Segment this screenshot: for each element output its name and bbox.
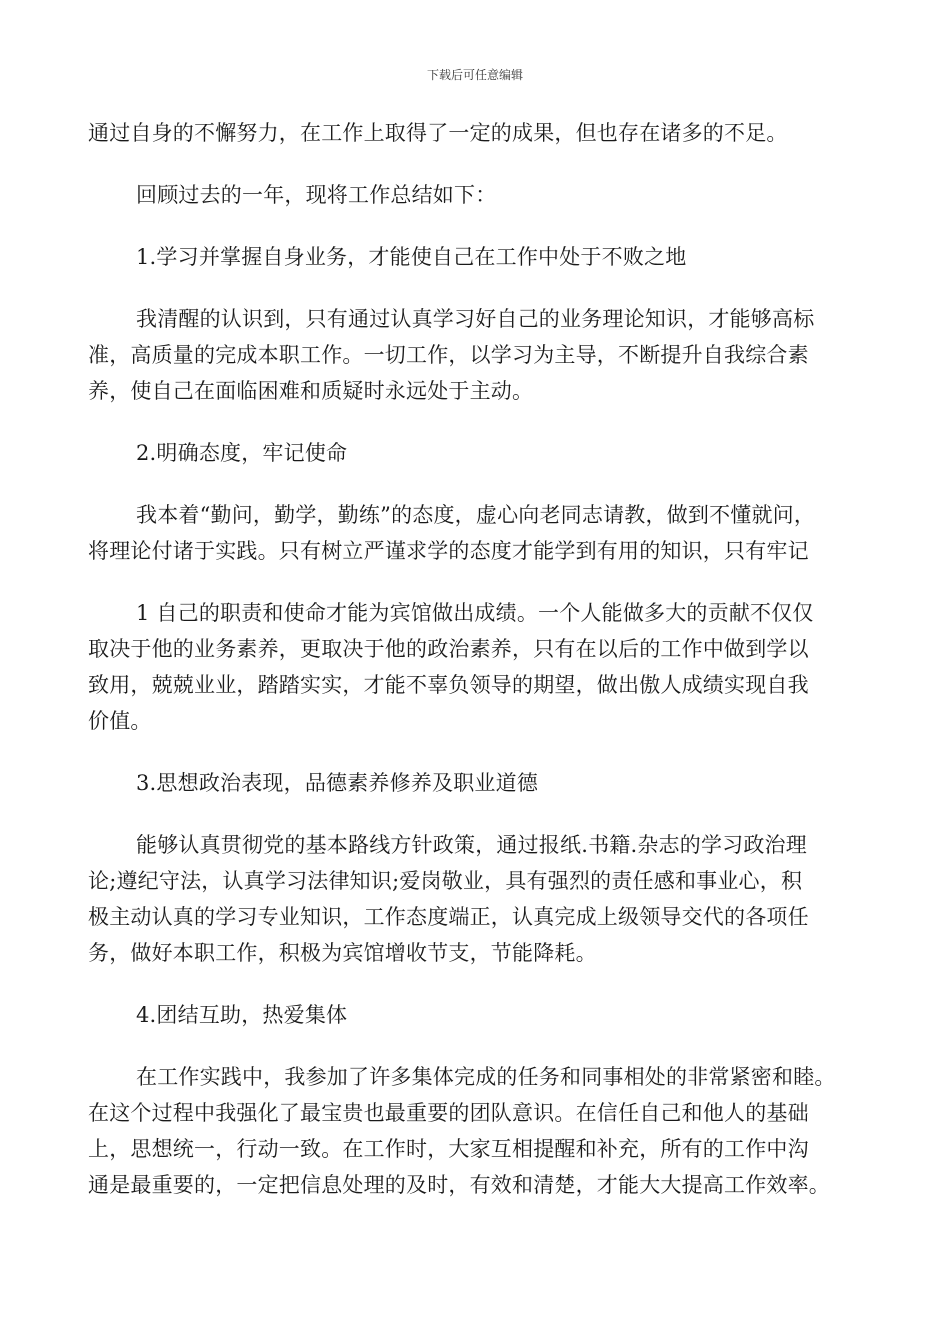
paragraph-line: 能够认真贯彻党的基本路线方针政策，通过报纸.书籍.杂志的学习政治理 (136, 833, 807, 857)
paragraph-line: 极主动认真的学习专业知识，工作态度端正，认真完成上级领导交代的各项任 (88, 905, 809, 929)
paragraph-line: 取决于他的业务素养，更取决于他的政治素养，只有在以后的工作中做到学以 (88, 637, 809, 661)
paragraph-line: 将理论付诸于实践。只有树立严谨求学的态度才能学到有用的知识，只有牢记 (88, 539, 809, 563)
paragraph-line: 价值。 (88, 709, 152, 733)
paragraph-line: 我本着“勤问，勤学，勤练”的态度，虚心向老同志请教，做到不懂就问， (136, 503, 816, 527)
paragraph-line: 务，做好本职工作，积极为宾馆增收节支，节能降耗。 (88, 941, 597, 965)
paragraph-line: 上，思想统一，行动一致。在工作时，大家互相提醒和补充，所有的工作中沟 (88, 1137, 809, 1161)
paragraph-line: 准，高质量的完成本职工作。一切工作，以学习为主导，不断提升自我综合素 (88, 343, 809, 367)
section-heading-2: 2.明确态度，牢记使命 (136, 441, 348, 465)
paragraph-line: 1 自己的职责和使命才能为宾馆做出成绩。一个人能做多大的贡献不仅仅 (136, 601, 814, 625)
paragraph-line: 通过自身的不懈努力，在工作上取得了一定的成果，但也存在诸多的不足。 (88, 121, 788, 145)
paragraph-line: 我清醒的认识到，只有通过认真学习好自己的业务理论知识，才能够高标 (136, 307, 815, 331)
paragraph-line: 论;遵纪守法，认真学习法律知识;爱岗敬业，具有强烈的责任感和事业心，积 (88, 869, 803, 893)
paragraph-line: 养，使自己在面临困难和质疑时永远处于主动。 (88, 379, 534, 403)
section-heading-4: 4.团结互助，热爱集体 (136, 1003, 348, 1027)
section-heading-1: 1.学习并掌握自身业务，才能使自己在工作中处于不败之地 (136, 245, 687, 269)
paragraph-line: 在工作实践中，我参加了许多集体完成的任务和同事相处的非常紧密和睦。 (136, 1065, 836, 1089)
document-body (88, 120, 863, 1198)
paragraph-line: 回顾过去的一年，现将工作总结如下： (136, 183, 497, 207)
paragraph-line: 通是最重要的，一定把信息处理的及时，有效和清楚，才能大大提高工作效率。 (88, 1173, 830, 1197)
paragraph-line: 在这个过程中我强化了最宝贵也最重要的团队意识。在信任自己和他人的基础 (88, 1101, 809, 1125)
page-header: 下载后可任意编辑 (426, 68, 523, 82)
section-heading-3: 3.思想政治表现，品德素养修养及职业道德 (136, 771, 539, 795)
paragraph-line: 致用，兢兢业业，踏踏实实，才能不辜负领导的期望，做出傲人成绩实现自我 (88, 673, 809, 697)
